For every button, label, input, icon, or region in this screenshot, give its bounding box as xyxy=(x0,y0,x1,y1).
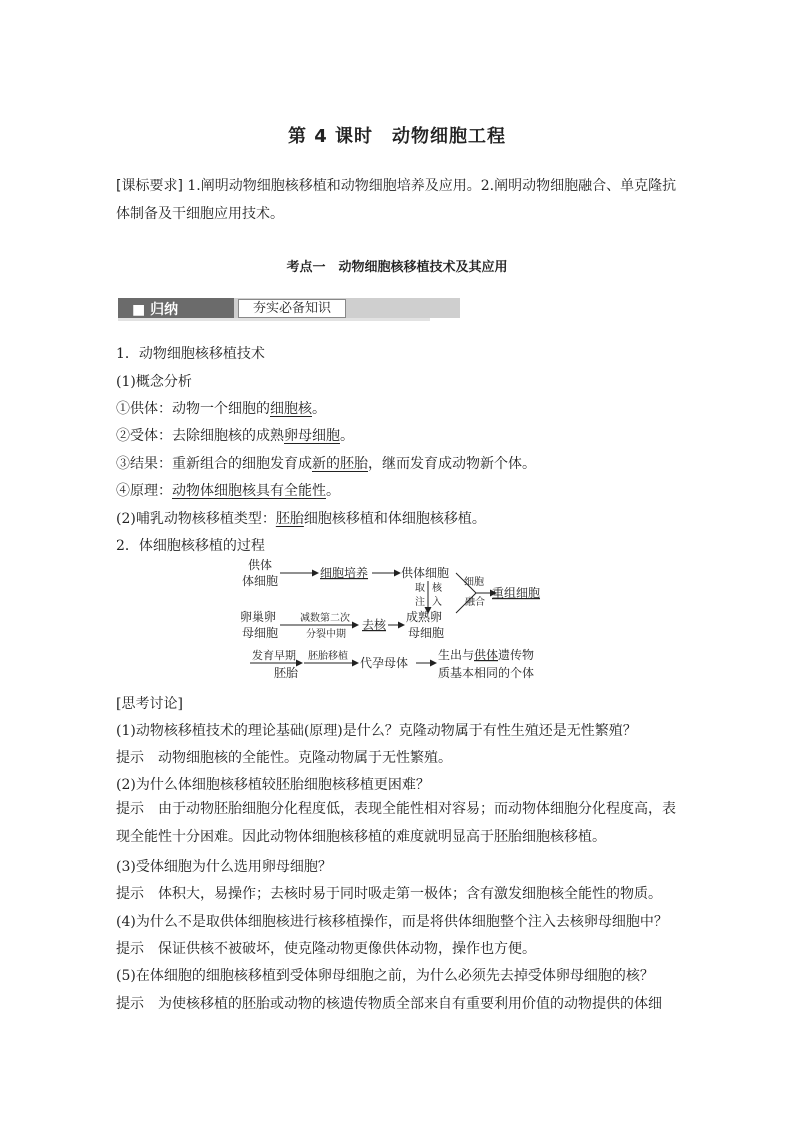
item-donor: ①供体：动物一个细胞的细胞核。 xyxy=(116,401,326,417)
item-recipient: ②受体：去除细胞核的成熟卵母细胞。 xyxy=(116,428,354,444)
nuclear-transfer-flow-diagram xyxy=(240,555,560,685)
mature-oocyte-label-2: 母细胞 xyxy=(408,626,445,640)
develop-label: 发育早期 xyxy=(252,649,296,662)
offspring-label-2: 质基本相同的个体 xyxy=(438,666,535,680)
nucleus-char: 核 xyxy=(432,583,442,594)
answer-3: 提示 体积大，易操作；去核时易于同时吸走第一极体；含有激发细胞核全能性的物质。 xyxy=(116,886,662,902)
answer-1: 提示 动物细胞核的全能性。克隆动物属于无性繁殖。 xyxy=(116,750,452,766)
requirements-text: 1.阐明动物细胞核移植和动物细胞培养及应用。2.阐明动物细胞融合、单克隆抗体制备及干细胞应用技术。 xyxy=(116,178,677,222)
summary-banner xyxy=(118,298,430,322)
cell-culture-label: 细胞培养 xyxy=(320,566,369,580)
answer-4: 提示 保证供核不被破坏，使克隆动物更像供体动物，操作也方便。 xyxy=(116,941,536,957)
banner-label-knowledge: 夯实必备知识 xyxy=(238,299,346,318)
question-3: (3)受体细胞为什么选用卵母细胞？ xyxy=(116,859,332,875)
answer-5: 提示 为使核移植的胚胎或动物的核遗传物质全部来自有重要利用价值的动物提供的体细 xyxy=(116,996,662,1012)
offspring-label-1: 生出与供体遗传物 xyxy=(438,648,535,662)
fusion-label-2: 融合 xyxy=(465,597,485,608)
curriculum-requirements xyxy=(116,172,682,228)
donor-label-2: 体细胞 xyxy=(242,574,279,588)
section2-heading: 2．体细胞核移植的过程 xyxy=(116,538,265,554)
ovary-label-1: 卵巢卵 xyxy=(240,610,277,624)
page-title: 第 4 课时 动物细胞工程 xyxy=(287,126,507,147)
mature-oocyte-label-1: 成熟卵 xyxy=(406,610,443,624)
enucleation-label: 去核 xyxy=(362,618,387,632)
take-char: 取 xyxy=(415,583,425,594)
reconstructed-cell-label: 重组细胞 xyxy=(492,586,541,600)
concept-analysis-heading: (1)概念分析 xyxy=(116,374,192,390)
meiosis-label-1: 减数第二次 xyxy=(300,613,350,624)
item-types: (2)哺乳动物核移植类型：胚胎细胞核移植和体细胞核移植。 xyxy=(116,511,486,527)
question-5: (5)在体细胞的细胞核移植到受体卵母细胞之前，为什么必须先去掉受体卵母细胞的核？ xyxy=(116,968,654,984)
donor-label-1: 供体 xyxy=(248,558,273,572)
meiosis-label-2: 分裂中期 xyxy=(306,629,346,640)
requirements-tag: [课标要求] xyxy=(116,178,183,194)
question-4: (4)为什么不是取供体细胞核进行核移植操作，而是将供体细胞整个注入去核卵母细胞中？ xyxy=(116,914,668,930)
enter-char: 入 xyxy=(432,597,442,608)
fusion-label-1: 细胞 xyxy=(464,577,484,588)
embryo-transfer-label: 胚胎移植 xyxy=(308,651,348,662)
question-2: (2)为什么体细胞核移植较胚胎细胞核移植更困难？ xyxy=(116,777,430,793)
inject-char: 注 xyxy=(415,597,425,608)
section1-heading: 1．动物细胞核移植技术 xyxy=(116,346,265,362)
answer-2: 提示 由于动物胚胎细胞分化程度低，表现全能性相对容易；而动物体细胞分化程度高，表现全能性十分困难。因此动物体细胞核移植的难度就明显高于胚胎细胞核移植。 xyxy=(116,801,676,845)
surrogate-label: 代孕母体 xyxy=(360,656,409,670)
discussion-heading: [思考讨论] xyxy=(116,696,183,712)
embryo-label: 胚胎 xyxy=(274,666,299,680)
question-1: (1)动物核移植技术的理论基础(原理)是什么？克隆动物属于有性生殖还是无性繁殖？ xyxy=(116,723,637,739)
item-principle: ④原理：动物体细胞核具有全能性。 xyxy=(116,483,340,499)
banner-label-summary: ■ 归纳 xyxy=(132,302,179,318)
ovary-label-2: 母细胞 xyxy=(242,626,279,640)
item-result: ③结果：重新组合的细胞发育成新的胚胎，继而发育成动物新个体。 xyxy=(116,456,536,472)
donor-cell-label: 供体细胞 xyxy=(401,566,450,580)
topic-heading: 考点一 动物细胞核移植技术及其应用 xyxy=(286,260,508,275)
